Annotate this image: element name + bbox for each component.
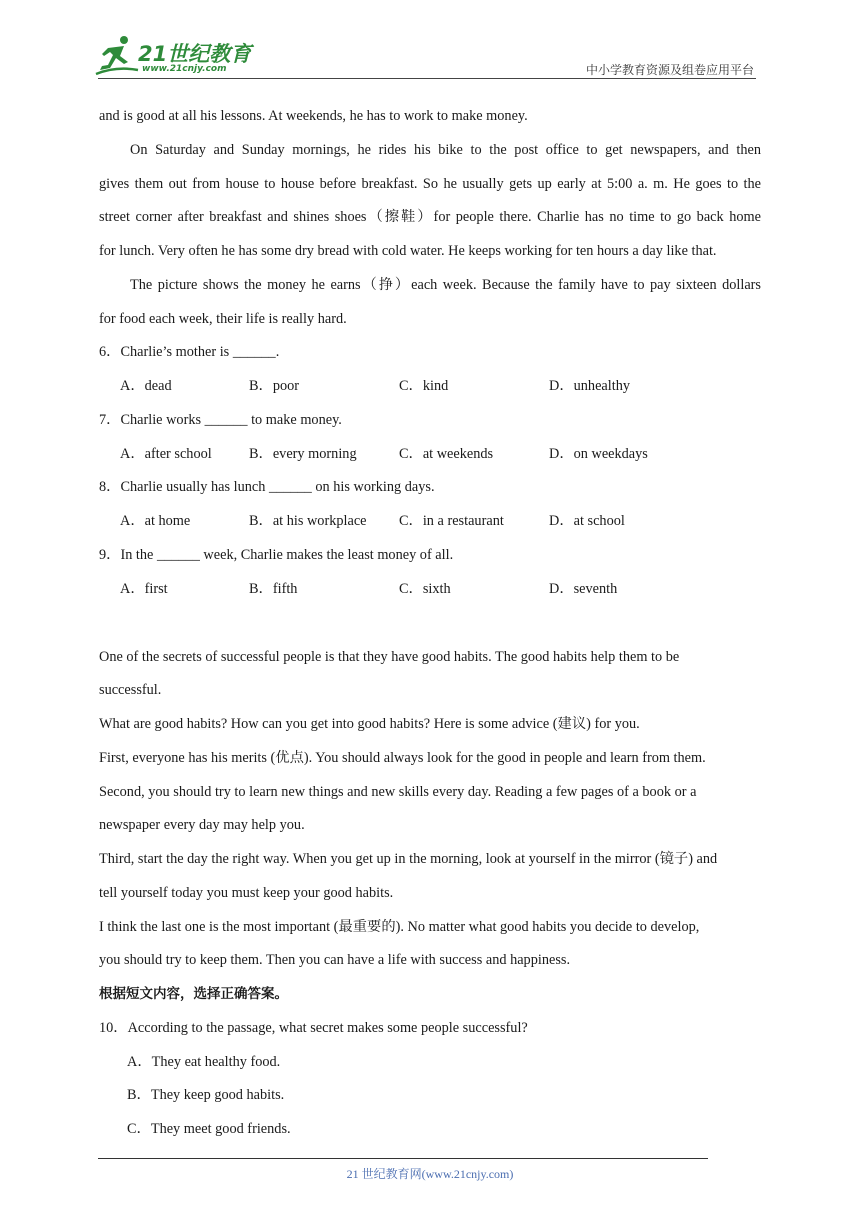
- option-a: A．dead: [120, 378, 172, 394]
- site-logo: [94, 34, 264, 80]
- option-d: D．on weekdays: [549, 446, 648, 462]
- passage1-line: street corner after breakfast and shines shoes（擦鞋）for people there. Charlie has no time to go back home: [99, 209, 761, 225]
- passage2-line: you should try to keep them. Then you can have a life with success and happiness.: [99, 952, 571, 968]
- passage2-line: What are good habits? How can you get into good habits? Here is some advice (建议) for you.: [99, 716, 640, 732]
- question-stem: 8．Charlie usually has lunch ______ on his working days.: [99, 479, 435, 495]
- passage2-line: tell yourself today you must keep your good habits.: [99, 885, 394, 901]
- option-c: C．kind: [399, 378, 449, 394]
- passage2-line: Third, start the day the right way. When you get up in the morning, look at yourself in the mirror (镜子) and: [99, 851, 718, 867]
- option-a: A．first: [120, 581, 168, 597]
- option-d: D．at school: [549, 513, 625, 529]
- question-stem: 7．Charlie works ______ to make money.: [99, 412, 342, 428]
- logo-url: www.21cnjy.com: [142, 64, 227, 74]
- option-a: A．at home: [120, 513, 191, 529]
- option-b: B．fifth: [249, 581, 298, 597]
- option-d: D．unhealthy: [549, 378, 630, 394]
- question-stem: 6．Charlie’s mother is ______.: [99, 344, 280, 360]
- platform-title: 中小学教育资源及组卷应用平台: [585, 63, 754, 77]
- passage2-line: First, everyone has his merits (优点). You should always look for the good in people and learn from them.: [99, 750, 706, 766]
- option-c: C．sixth: [399, 581, 451, 597]
- passage1-line: for lunch. Very often he has some dry bread with cold water. He keeps working for ten hours a day like that.: [99, 243, 717, 259]
- question-stem: 10．According to the passage, what secret makes some people successful?: [99, 1020, 528, 1036]
- page-footer: 21 世纪教育网(www.21cnjy.com): [346, 1167, 514, 1181]
- option-b: B．every morning: [249, 446, 357, 462]
- option-b: B．at his workplace: [249, 513, 367, 529]
- passage2-line: successful.: [99, 682, 162, 698]
- option-b: B．They keep good habits.: [127, 1087, 285, 1103]
- passage1-line: The picture shows the money he earns（挣）each week. Because the family have to pay sixteen dollars: [130, 277, 761, 293]
- passage2-line: Second, you should try to learn new things and new skills every day. Reading a few pages of a book or a: [99, 784, 697, 800]
- runner-logo-icon: [94, 34, 140, 76]
- question-stem: 9．In the ______ week, Charlie makes the least money of all.: [99, 547, 454, 563]
- option-d: D．seventh: [549, 581, 618, 597]
- instruction: 根据短文内容，选择正确答案。: [99, 986, 288, 1002]
- passage2-line: One of the secrets of successful people is that they have good habits. The good habits help them to be: [99, 649, 680, 665]
- option-a: A．They eat healthy food.: [127, 1054, 281, 1070]
- passage2-line: newspaper every day may help you.: [99, 817, 305, 833]
- option-c: C．in a restaurant: [399, 513, 504, 529]
- option-c: C．They meet good friends.: [127, 1121, 291, 1137]
- footer-divider: [98, 1158, 708, 1159]
- option-a: A．after school: [120, 446, 212, 462]
- option-b: B．poor: [249, 378, 300, 394]
- page-header: [0, 0, 860, 82]
- passage2-line: I think the last one is the most important (最重要的). No matter what good habits you decide to develop,: [99, 919, 700, 935]
- passage1-line: for food each week, their life is really hard.: [99, 311, 347, 327]
- passage1-line: gives them out from house to house before breakfast. So he usually gets up early at 5:00 a. m. He goes to the: [99, 176, 761, 192]
- passage1-line: and is good at all his lessons. At weekends, he has to work to make money.: [99, 108, 528, 124]
- header-divider: [98, 78, 756, 79]
- passage1-line: On Saturday and Sunday mornings, he rides his bike to the post office to get newspapers, and then: [130, 142, 761, 158]
- logo-text: 21世纪教育: [138, 42, 252, 66]
- option-c: C．at weekends: [399, 446, 494, 462]
